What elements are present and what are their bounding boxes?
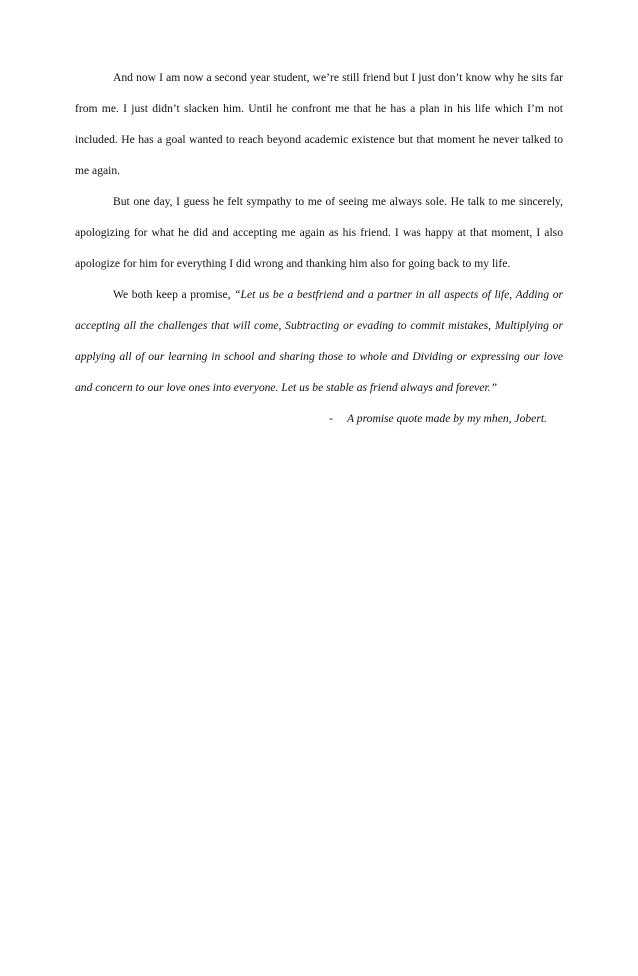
promise-quote: “Let us be a bestfriend and a partner in all aspects of life, Adding or accepting all the challenges that will come, Subtracting or evading to commit mistakes, Multiplying or applying all of our learning in school and sharing those to whole and Dividing or expressing our love and concern to our love ones into everyone. Let us be stable as friend always and forever.” xyxy=(75,288,563,394)
document-body xyxy=(75,62,563,434)
paragraph-promise xyxy=(75,279,563,403)
quote-attribution xyxy=(75,403,563,434)
attribution-dash: - xyxy=(329,412,333,425)
promise-lead-text: We both keep a promise, xyxy=(113,288,235,301)
attribution-text: A promise quote made by my mhen, Jobert. xyxy=(347,412,547,425)
paragraph-sympathy: But one day, I guess he felt sympathy to me of seeing me always sole. He talk to me sincerely, apologizing for what he did and accepting me again as his friend. I was happy at that moment, I also apologize for him for everything I did wrong and thanking him also for going back to my life. xyxy=(75,195,563,270)
paragraph-second-year: And now I am now a second year student, we’re still friend but I just don’t know why he sits far from me. I just didn’t slacken him. Until he confront me that he has a plan in his life which I’m not included. He has a goal wanted to reach beyond academic existence but that moment he never talked to me again. xyxy=(75,71,563,177)
